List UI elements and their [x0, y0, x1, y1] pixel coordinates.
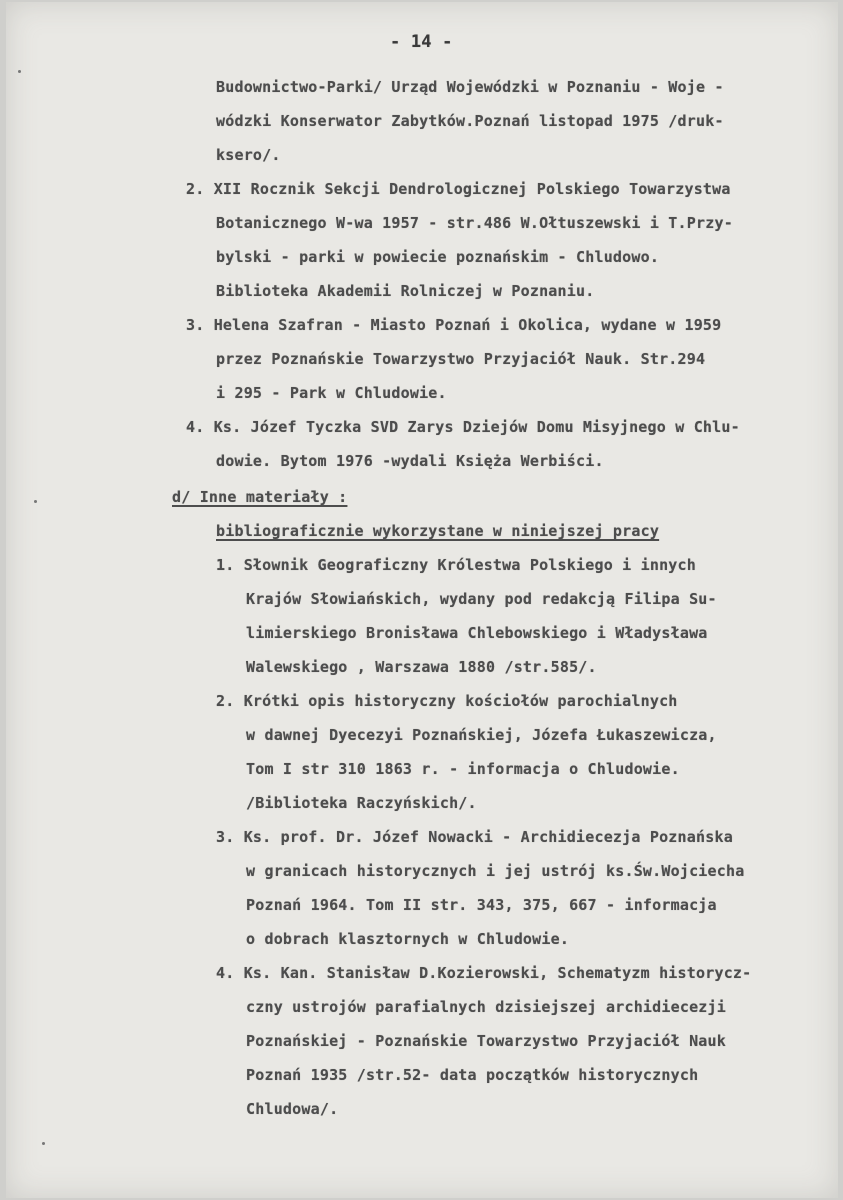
text-line: o dobrach klasztornych w Chludowie.	[246, 930, 570, 948]
text-line: Budownictwo-Parki/ Urząd Wojewódzki w Poznaniu - Woje -	[216, 78, 724, 96]
text-line: Poznań 1935 /str.52- data początków historycznych	[246, 1066, 699, 1084]
text-line: Botanicznego W-wa 1957 - str.486 W.Ołtuszewski i T.Przy-	[216, 214, 733, 232]
text-line: 3. Ks. prof. Dr. Józef Nowacki - Archidiecezja Poznańska	[216, 828, 733, 846]
text-line: 2. Krótki opis historyczny kościołów parochialnych	[216, 692, 678, 710]
text-line: i 295 - Park w Chludowie.	[216, 384, 447, 402]
text-line: Chludowa/.	[246, 1100, 339, 1118]
margin-dot	[34, 500, 37, 503]
text-line: 4. Ks. Józef Tyczka SVD Zarys Dziejów Domu Misyjnego w Chlu-	[186, 418, 740, 436]
text-line: Tom I str 310 1863 r. - informacja o Chludowie.	[246, 760, 680, 778]
text-line: bylski - parki w powiecie poznańskim - Chludowo.	[216, 248, 660, 266]
page-number: - 14 -	[390, 32, 453, 52]
text-line: w granicach historycznych i jej ustrój ks.Św.Wojciecha	[246, 862, 745, 880]
text-line: 3. Helena Szafran - Miasto Poznań i Okolica, wydane w 1959	[186, 316, 722, 334]
margin-dot	[18, 70, 21, 73]
text-line: dowie. Bytom 1976 -wydali Księża Werbiści.	[216, 452, 604, 470]
margin-dot	[42, 1142, 45, 1145]
section-heading: d/ Inne materiały :	[172, 488, 348, 506]
text-line: wódzki Konserwator Zabytków.Poznań listopad 1975 /druk-	[216, 112, 724, 130]
text-line: ksero/.	[216, 146, 281, 164]
text-line: 4. Ks. Kan. Stanisław D.Kozierowski, Schematyzm historycz-	[216, 964, 752, 982]
text-line: Biblioteka Akademii Rolniczej w Poznaniu.	[216, 282, 595, 300]
section-subheading: bibliograficznie wykorzystane w niniejszej pracy	[216, 522, 660, 540]
text-line: w dawnej Dyecezyi Poznańskiej, Józefa Łukaszewicza,	[246, 726, 717, 744]
text-line: 1. Słownik Geograficzny Królestwa Polskiego i innych	[216, 556, 696, 574]
document-page	[6, 2, 838, 1198]
text-line: Krajów Słowiańskich, wydany pod redakcją Filipa Su-	[246, 590, 717, 608]
text-line: Walewskiego , Warszawa 1880 /str.585/.	[246, 658, 597, 676]
text-line: 2. XII Rocznik Sekcji Dendrologicznej Polskiego Towarzystwa	[186, 180, 731, 198]
text-line: /Biblioteka Raczyńskich/.	[246, 794, 477, 812]
text-line: przez Poznańskie Towarzystwo Przyjaciół Nauk. Str.294	[216, 350, 706, 368]
text-line: czny ustrojów parafialnych dzisiejszej archidiecezji	[246, 998, 726, 1016]
text-line: Poznań 1964. Tom II str. 343, 375, 667 - informacja	[246, 896, 717, 914]
text-line: limierskiego Bronisława Chlebowskiego i Władysława	[246, 624, 708, 642]
text-line: Poznańskiej - Poznańskie Towarzystwo Przyjaciół Nauk	[246, 1032, 726, 1050]
